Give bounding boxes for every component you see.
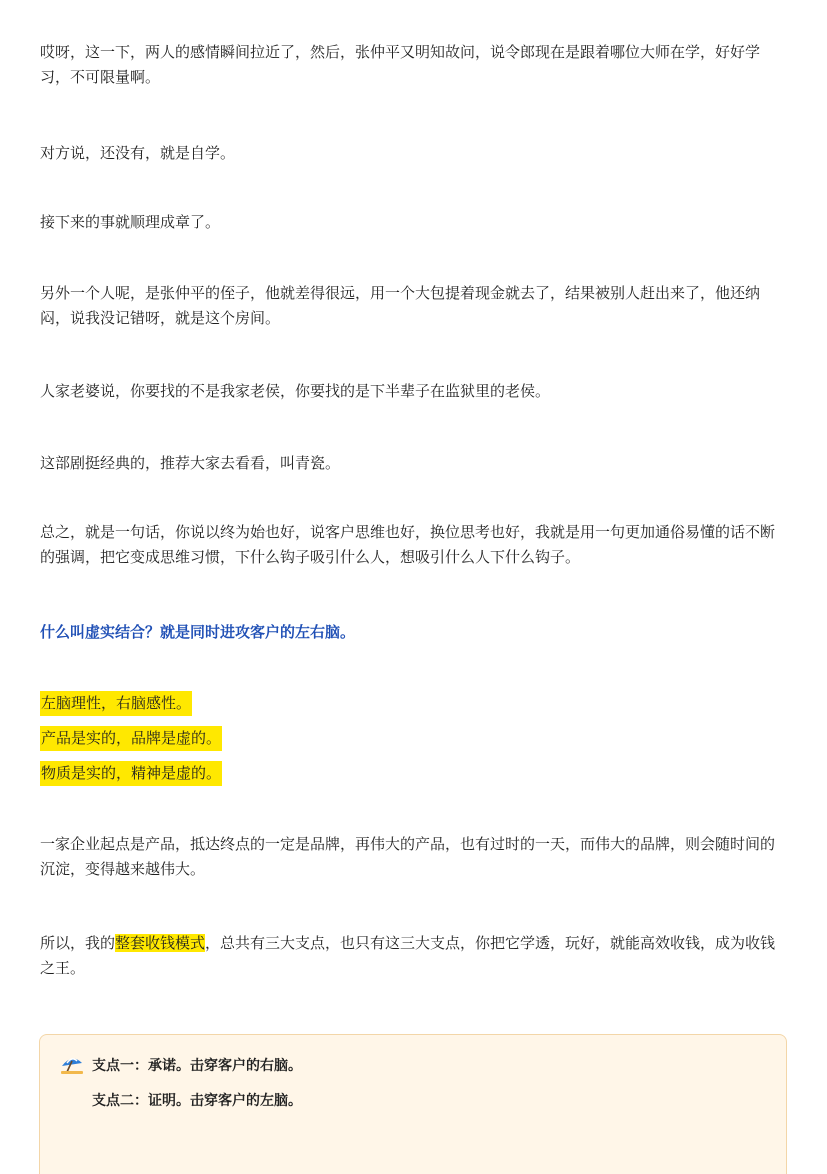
paragraph: 对方说，还没有，就是自学。 (40, 144, 236, 162)
callout-box (39, 1034, 787, 1174)
paragraph: 人家老婆说，你要找的不是我家老侯，你要找的是下半辈子在监狱里的老侯。 (40, 382, 551, 400)
highlighted-phrase: 整套收钱模式 (115, 934, 206, 952)
paragraph: 接下来的事就顺理成章了。 (40, 213, 221, 231)
highlighted-line: 物质是实的，精神是虚的。 (40, 761, 222, 786)
callout-line: 支点一：承诺。击穿客户的右脑。 (92, 1058, 302, 1074)
beach-umbrella-icon (60, 1055, 84, 1075)
paragraph: 这部剧挺经典的，推荐大家去看看，叫青瓷。 (40, 454, 341, 472)
paragraph-with-highlight (40, 931, 785, 981)
callout-line: 支点二：证明。击穿客户的左脑。 (92, 1093, 302, 1109)
paragraph: 总之，就是一句话，你说以终为始也好，说客户思维也好，换位思考也好，我就是用一句更加通俗易懂的话不断的强调，把它变成思维习惯，下什么钩子吸引什么人，想吸引什么人下什么钩子。 (40, 523, 776, 566)
paragraph: 另外一个人呢，是张仲平的侄子，他就差得很远，用一个大包提着现金就去了，结果被别人赶出来了，他还纳闷，说我没记错呀，就是这个房间。 (40, 284, 761, 327)
section-heading: 什么叫虚实结合？就是同时进攻客户的左右脑。 (40, 623, 356, 641)
paragraph: 哎呀，这一下，两人的感情瞬间拉近了，然后，张仲平又明知故问，说令郎现在是跟着哪位大师在学，好好学习，不可限量啊。 (40, 43, 761, 86)
paragraph-text: 所以，我的 (40, 934, 116, 952)
highlighted-line: 左脑理性，右脑感性。 (40, 691, 192, 716)
paragraph: 一家企业起点是产品，抵达终点的一定是品牌，再伟大的产品，也有过时的一天，而伟大的品牌，则会随时间的沉淀，变得越来越伟大。 (40, 835, 776, 878)
highlighted-line: 产品是实的，品牌是虚的。 (40, 726, 222, 751)
paragraph-text: ，总共有三大支点，也只有这三大支点，你把它学透，玩好，就能高效收钱，成为收钱之王。 (40, 934, 776, 977)
